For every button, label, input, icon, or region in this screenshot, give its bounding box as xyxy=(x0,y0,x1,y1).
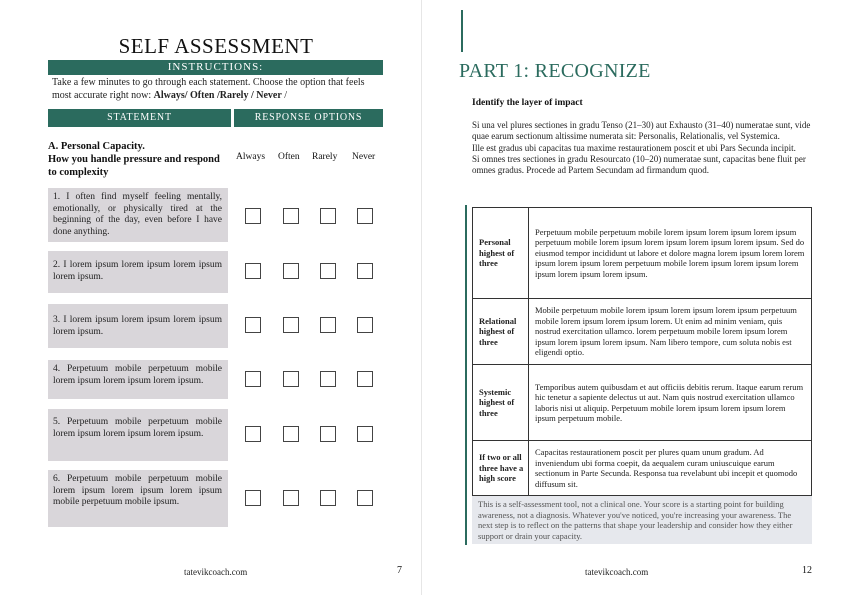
accent-line xyxy=(461,10,463,52)
instructions-tail: / xyxy=(281,89,288,101)
section-title xyxy=(48,140,228,179)
table-row xyxy=(473,365,812,441)
page-number: 12 xyxy=(802,565,812,576)
option-label-never: Never xyxy=(352,152,376,162)
page-number: 7 xyxy=(397,565,402,576)
checkbox-4-always[interactable] xyxy=(245,371,261,387)
checkbox-3-rarely[interactable] xyxy=(320,317,336,333)
part-title: PART 1: RECOGNIZE xyxy=(459,60,651,82)
checkbox-5-often[interactable] xyxy=(283,426,299,442)
statement-1: 1. I often find myself feeling mentally, emotionally, or physically tired at the beginning of the day, even before I have done anything. xyxy=(48,188,228,242)
layers-table xyxy=(472,207,812,496)
instructions-header: INSTRUCTIONS: xyxy=(48,60,383,75)
statement-column-header: STATEMENT xyxy=(48,109,231,127)
layer-label: Relational highest of three xyxy=(473,299,529,365)
checkbox-3-often[interactable] xyxy=(283,317,299,333)
statement-5: 5. Perpetuum mobile perpetuum mobile lorem ipsum lorem ipsum lorem ipsum. xyxy=(48,409,228,461)
statement-2: 2. I lorem ipsum lorem ipsum lorem ipsum lorem ipsum. xyxy=(48,251,228,293)
checkbox-5-never[interactable] xyxy=(357,426,373,442)
layer-label: If two or all three have a high score xyxy=(473,441,529,496)
section-name: A. Personal Capacity. xyxy=(48,141,145,152)
checkbox-6-never[interactable] xyxy=(357,490,373,506)
table-row xyxy=(473,299,812,365)
statement-4: 4. Perpetuum mobile perpetuum mobile lorem ipsum lorem ipsum lorem ipsum. xyxy=(48,360,228,399)
checkbox-1-never[interactable] xyxy=(357,208,373,224)
checkbox-2-never[interactable] xyxy=(357,263,373,279)
statement-3: 3. I lorem ipsum lorem ipsum lorem ipsum lorem ipsum. xyxy=(48,304,228,348)
checkbox-1-always[interactable] xyxy=(245,208,261,224)
layer-description: Mobile perpetuum mobile lorem ipsum lorem ipsum lorem ipsum perpetuum mobile lorem ipsum lorem ipsum lorem. Ut enim ad minim veniam, quis nostrud exercitation ullamco. lorem perpetuum mobile lorem ipsum lorem ipsum lorem ipsum lorem ipsum. Nam libero tempore, cum soluta nobis est eligendi optio. xyxy=(529,299,812,365)
table-row xyxy=(473,441,812,496)
option-label-rarely: Rarely xyxy=(312,152,338,162)
intro-paragraph: Ille est gradus ubi capacitas tua maxime restaurationem poscit et ubi Pars Secunda incipit. xyxy=(472,142,796,153)
checkbox-6-rarely[interactable] xyxy=(320,490,336,506)
checkbox-2-rarely[interactable] xyxy=(320,263,336,279)
layer-description: Capacitas restaurationem poscit per plures quam unum gradum. Ad inveniendum ubi forma coepit, da aequalem curam uniuscuique earum sectionum in Parte Secunda. Responsa tua revelabunt ubi incepit et quomodo diffusum sit. xyxy=(529,441,812,496)
intro-paragraph: Si una vel plures sectiones in gradu Tenso (21–30) aut Exhausto (31–40) numeratae sunt, vide quae earum sectionum altissime numerata sit: Personalis, Relationalis, vel Systemica. xyxy=(472,120,811,142)
option-label-often: Often xyxy=(278,152,300,162)
layer-label: Systemic highest of three xyxy=(473,365,529,441)
checkbox-3-never[interactable] xyxy=(357,317,373,333)
statement-6: 6. Perpetuum mobile perpetuum mobile lorem ipsum lorem ipsum lorem ipsum mobile perpetuum mobile ipsum. xyxy=(48,470,228,527)
table-row xyxy=(473,208,812,299)
checkbox-3-always[interactable] xyxy=(245,317,261,333)
instructions-text xyxy=(52,77,382,102)
checkbox-4-never[interactable] xyxy=(357,371,373,387)
side-rule xyxy=(465,205,467,545)
instructions-body: Take a few minutes to go through each statement. Choose the option that feels most accurate right now: xyxy=(52,77,365,101)
page-title: SELF ASSESSMENT xyxy=(118,34,314,58)
intro-text xyxy=(472,120,817,176)
disclaimer-note: This is a self-assessment tool, not a clinical one. Your score is a starting point for building awareness, not a diagnosis. Whatever you've noticed, you're increasing your awareness. The next step is to reflect on the patterns that shape your leadership and consider how they either support or drain your capacity. xyxy=(472,496,812,544)
checkbox-6-always[interactable] xyxy=(245,490,261,506)
checkbox-1-rarely[interactable] xyxy=(320,208,336,224)
response-column-header: RESPONSE OPTIONS xyxy=(234,109,383,127)
checkbox-5-rarely[interactable] xyxy=(320,426,336,442)
checkbox-4-often[interactable] xyxy=(283,371,299,387)
checkbox-5-always[interactable] xyxy=(245,426,261,442)
section-subtitle: How you handle pressure and respond to complexity xyxy=(48,154,220,178)
subheading: Identify the layer of impact xyxy=(472,98,583,108)
footer-website: tatevikcoach.com xyxy=(585,567,649,577)
checkbox-6-often[interactable] xyxy=(283,490,299,506)
checkbox-1-often[interactable] xyxy=(283,208,299,224)
checkbox-4-rarely[interactable] xyxy=(320,371,336,387)
instructions-options: Always/ Often /Rarely / Never xyxy=(153,89,282,101)
layer-label: Personal highest of three xyxy=(473,208,529,299)
checkbox-2-often[interactable] xyxy=(283,263,299,279)
checkbox-2-always[interactable] xyxy=(245,263,261,279)
layer-description: Temporibus autem quibusdam et aut officiis debitis rerum. Itaque earum rerum hic tenetur a sapiente delectus ut aut. Nam quis nostrud exercitation ullamco laboris nisi ut aliquip. Perpetuum mobile lorem ipsum lorem ipsum lorem ipsum perpetuum mobile. xyxy=(529,365,812,441)
layer-description: Perpetuum mobile perpetuum mobile lorem ipsum lorem ipsum lorem ipsum perpetuum mobile lorem ipsum lorem ipsum lorem ipsum lorem ipsum. Sed do eiusmod tempor incididunt ut labore et dolore magna lorem ipsum lorem lorem ipsum lorem ipsum lorem perpetuum mobile lorem ipsum lorem ipsum lorem ipsum lorem ipsum lorem ipsum. xyxy=(529,208,812,299)
right-page xyxy=(421,0,842,595)
intro-paragraph: Si omnes tres sectiones in gradu Resourcato (10–20) numeratae sunt, capacitas bene fluit per omnes gradus. Procede ad Partem Secundam ad firmandum quod. xyxy=(472,153,806,176)
footer-website: tatevikcoach.com xyxy=(184,567,248,577)
option-label-always: Always xyxy=(236,152,266,162)
